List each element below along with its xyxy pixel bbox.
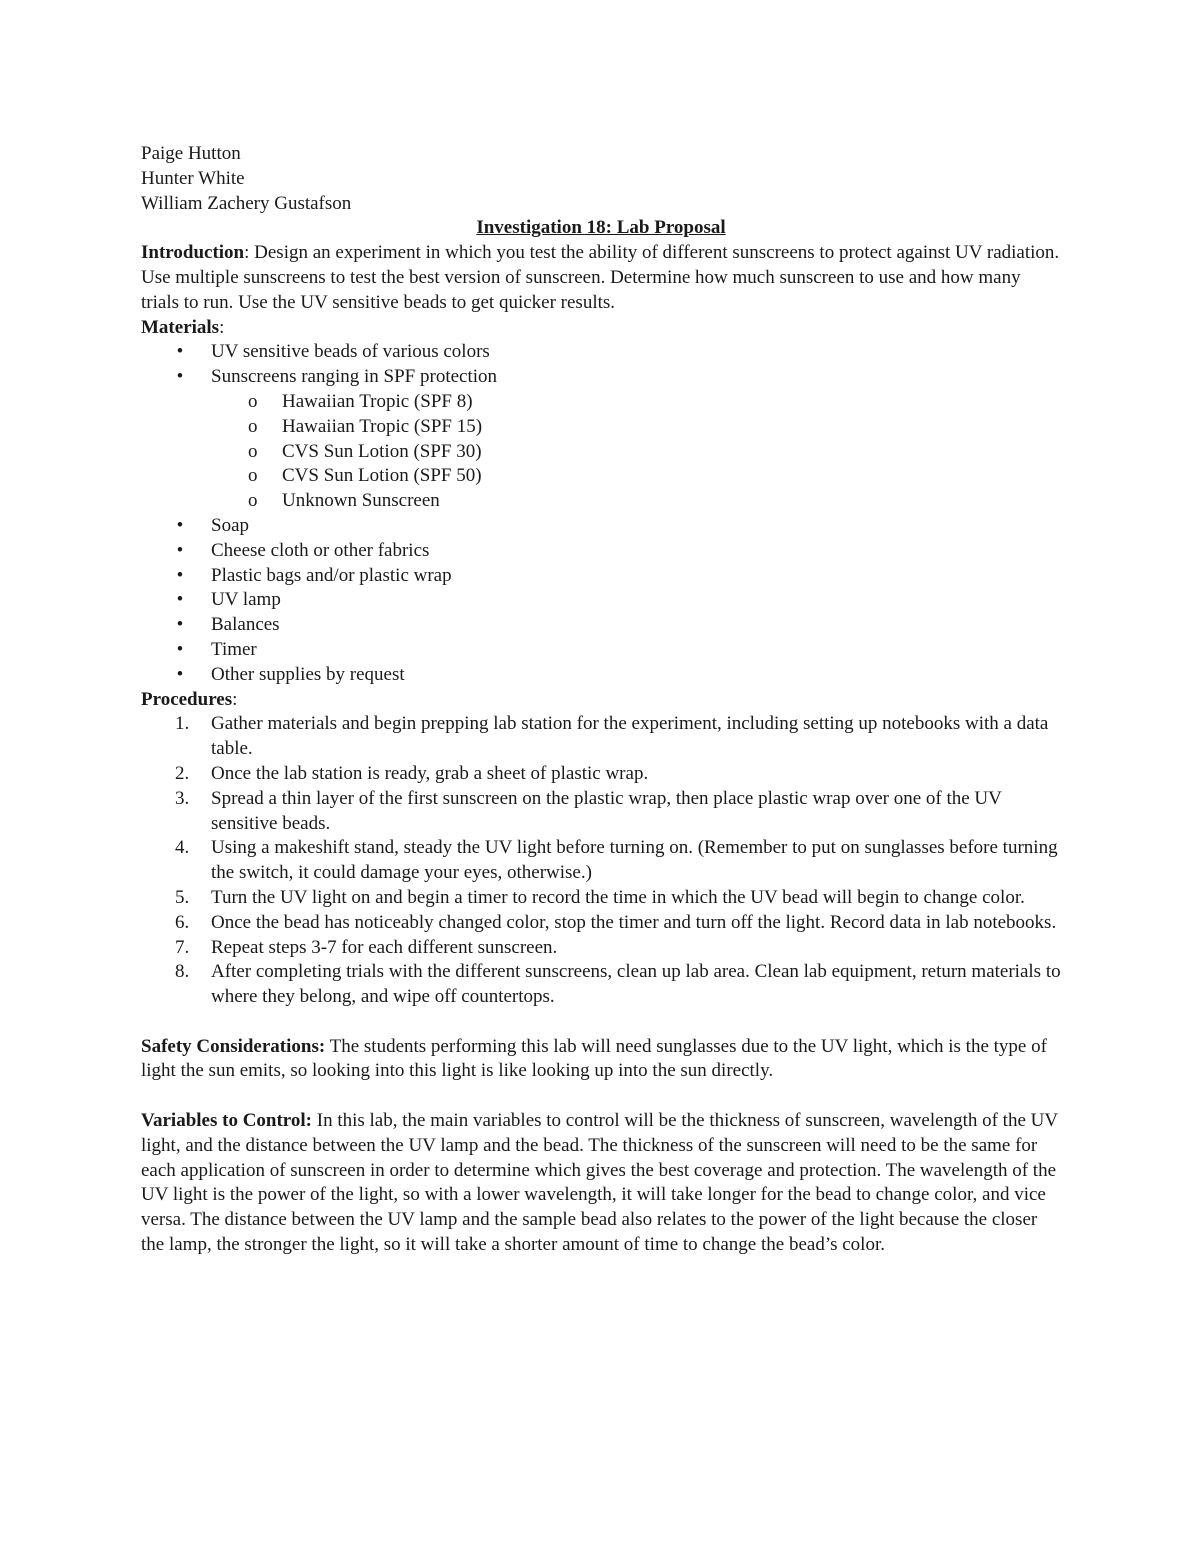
safety-paragraph <box>141 1035 1061 1085</box>
step-number: 6. <box>175 911 190 933</box>
variables-label: Variables to Control: <box>141 1110 312 1132</box>
circle-bullet-icon: o <box>248 390 258 412</box>
step-number: 8. <box>175 961 190 983</box>
sub-list-item <box>141 415 1061 440</box>
list-item-text: Plastic bags and/or plastic wrap <box>211 564 452 586</box>
procedure-step <box>141 886 1061 911</box>
list-item <box>141 638 1061 663</box>
step-text: Using a makeshift stand, steady the UV light before turning on. (Remember to put on sunglasses before turning the switch, it could damage your eyes, otherwise.) <box>211 837 1058 884</box>
author-name: William Zachery Gustafson <box>141 192 352 214</box>
sub-list-item-text: CVS Sun Lotion (SPF 30) <box>282 440 482 462</box>
sub-list-item-text: Hawaiian Tropic (SPF 8) <box>282 390 473 412</box>
step-text: Gather materials and begin prepping lab station for the experiment, including setting up notebooks with a data table. <box>211 713 1049 760</box>
bullet-icon: • <box>176 539 184 561</box>
procedure-steps <box>141 712 1061 1010</box>
list-item-text: Balances <box>211 614 280 636</box>
procedures-label: Procedures <box>141 688 233 710</box>
step-text: Spread a thin layer of the first sunscreen on the plastic wrap, then place plastic wrap over one of the UV sensitive beads. <box>211 787 1002 834</box>
step-number: 1. <box>175 713 190 735</box>
circle-bullet-icon: o <box>248 465 258 487</box>
bullet-icon: • <box>176 564 184 586</box>
list-item <box>141 588 1061 613</box>
author-list <box>141 142 1061 216</box>
sub-list-item-text: Unknown Sunscreen <box>282 490 440 512</box>
variables-text: In this lab, the main variables to control will be the thickness of sunscreen, wavelength of the UV light, and the distance between the UV lamp and the bead. The thickness of the sunscreen will need to be the same for each application of sunscreen in order to determine which gives the best coverage and protection. The wavelength of the UV light is the power of the light, so with a lower wavelength, it will take longer for the bead to change color, and vice versa. The distance between the UV lamp and the sample bead also relates to the power of the light because the closer the lamp, the stronger the light, so it will take a shorter amount of time to change the bead’s color. <box>141 1110 1058 1256</box>
circle-bullet-icon: o <box>248 490 258 512</box>
list-item-text: Soap <box>211 514 249 536</box>
variables-paragraph <box>141 1109 1061 1258</box>
procedure-step <box>141 960 1061 1010</box>
sub-list-item-text: CVS Sun Lotion (SPF 50) <box>282 465 482 487</box>
step-text: Once the bead has noticeably changed color, stop the timer and turn off the light. Record data in lab notebooks. <box>211 911 1057 933</box>
sub-list-item <box>141 464 1061 489</box>
step-text: Repeat steps 3-7 for each different sunscreen. <box>211 936 558 958</box>
sub-list-item <box>141 440 1061 465</box>
document-title: Investigation 18: Lab Proposal <box>476 217 726 239</box>
step-text: Turn the UV light on and begin a timer to record the time in which the UV bead will begin to change color. <box>211 886 1025 908</box>
bullet-icon: • <box>176 341 184 363</box>
bullet-icon: • <box>176 663 184 685</box>
list-item <box>141 365 1061 390</box>
circle-bullet-icon: o <box>248 440 258 462</box>
materials-heading <box>141 316 1061 341</box>
safety-label: Safety Considerations: <box>141 1035 326 1057</box>
procedures-heading <box>141 688 1061 713</box>
procedure-step <box>141 762 1061 787</box>
bullet-icon: • <box>176 589 184 611</box>
sub-list-item <box>141 489 1061 514</box>
list-item <box>141 340 1061 365</box>
bullet-icon: • <box>176 638 184 660</box>
paragraph-spacer <box>141 1084 1061 1109</box>
step-number: 2. <box>175 762 190 784</box>
sunscreen-list <box>141 390 1061 514</box>
document-page <box>141 142 1061 1258</box>
list-item <box>141 564 1061 589</box>
list-item-text: Sunscreens ranging in SPF protection <box>211 366 498 388</box>
list-item <box>141 539 1061 564</box>
step-number: 4. <box>175 837 190 859</box>
author-name: Hunter White <box>141 167 245 189</box>
procedure-step <box>141 836 1061 886</box>
safety-text: The students performing this lab will need sunglasses due to the UV light, which is the type of light the sun emits, so looking into this light is like looking up into the sun directly. <box>141 1035 1047 1082</box>
materials-colon: : <box>219 316 225 338</box>
list-item <box>141 663 1061 688</box>
materials-list <box>141 340 1061 390</box>
materials-label: Materials <box>141 316 220 338</box>
introduction-paragraph <box>141 241 1061 315</box>
bullet-icon: • <box>176 514 184 536</box>
procedure-step <box>141 787 1061 837</box>
procedure-step <box>141 936 1061 961</box>
materials-list-continued <box>141 514 1061 688</box>
procedure-step <box>141 712 1061 762</box>
list-item-text: UV sensitive beads of various colors <box>211 341 490 363</box>
step-number: 7. <box>175 936 190 958</box>
step-number: 3. <box>175 787 190 809</box>
sub-list-item-text: Hawaiian Tropic (SPF 15) <box>282 415 483 437</box>
list-item <box>141 514 1061 539</box>
circle-bullet-icon: o <box>248 415 258 437</box>
paragraph-spacer <box>141 1010 1061 1035</box>
introduction-label: Introduction <box>141 242 245 264</box>
bullet-icon: • <box>176 614 184 636</box>
introduction-text: : Design an experiment in which you test the ability of different sunscreens to protect against UV radiation. Use multiple sunscreens to test the best version of sunscreen. Determine how much sunscreen to use and how many trials to run. Use the UV sensitive beads to get quicker results. <box>141 242 1060 313</box>
list-item <box>141 613 1061 638</box>
list-item-text: UV lamp <box>211 589 281 611</box>
list-item-text: Timer <box>211 638 257 660</box>
step-text: After completing trials with the different sunscreens, clean up lab area. Clean lab equipment, return materials to where they belong, and wipe off countertops. <box>211 961 1061 1008</box>
bullet-icon: • <box>176 366 184 388</box>
sub-list-item <box>141 390 1061 415</box>
procedures-colon: : <box>232 688 238 710</box>
list-item-text: Cheese cloth or other fabrics <box>211 539 430 561</box>
procedure-step <box>141 911 1061 936</box>
step-text: Once the lab station is ready, grab a sheet of plastic wrap. <box>211 762 649 784</box>
author-name: Paige Hutton <box>141 143 241 164</box>
step-number: 5. <box>175 886 190 908</box>
list-item-text: Other supplies by request <box>211 663 405 685</box>
